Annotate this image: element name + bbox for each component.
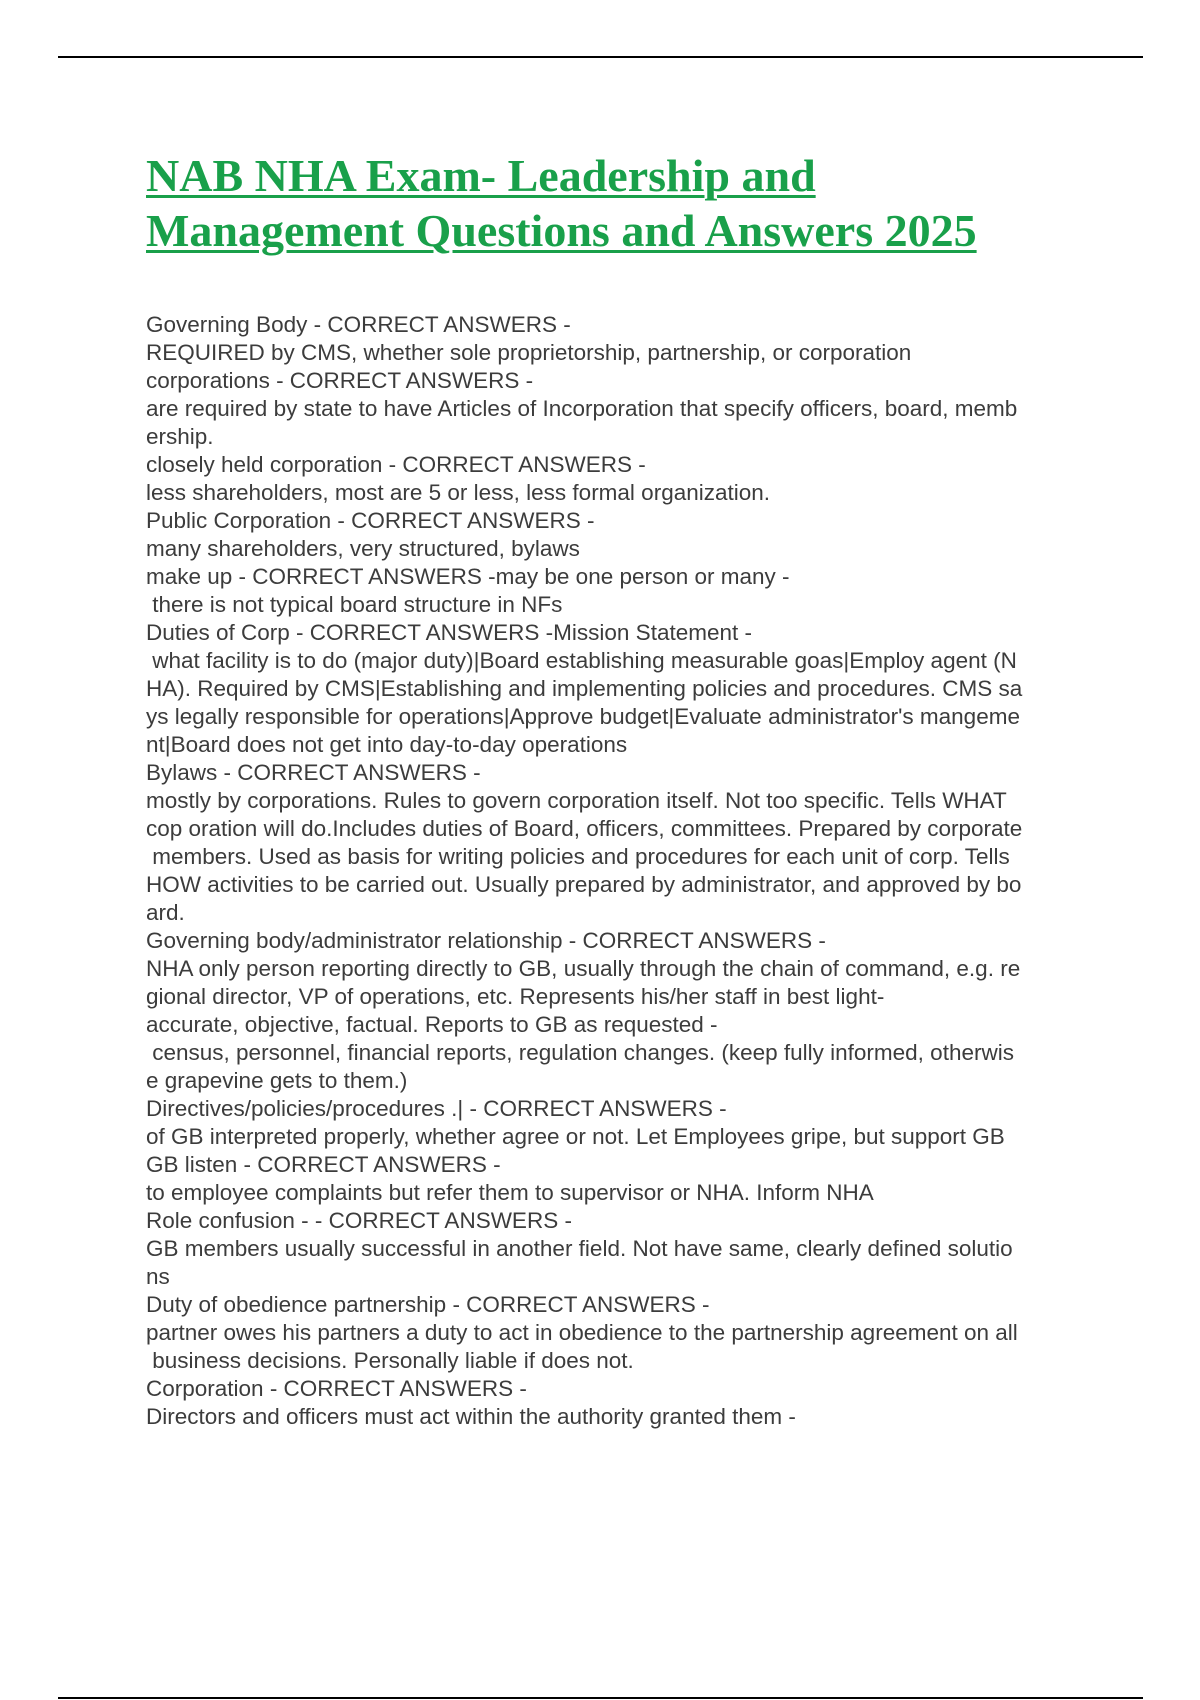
document-title-line-1: NAB NHA Exam- Leadership and bbox=[146, 150, 816, 201]
body-line: there is not typical board structure in NFs bbox=[146, 592, 563, 617]
body-line: Governing body/administrator relationship - CORRECT ANSWERS - bbox=[146, 928, 826, 953]
body-line: many shareholders, very structured, bylaws bbox=[146, 536, 580, 561]
body-line: are required by state to have Articles of Incorporation that specify officers, board, memb bbox=[146, 396, 1018, 421]
body-line: accurate, objective, factual. Reports to GB as requested - bbox=[146, 1012, 718, 1037]
body-line: make up - CORRECT ANSWERS -may be one person or many - bbox=[146, 564, 790, 589]
body-line: NHA only person reporting directly to GB, usually through the chain of command, e.g. re bbox=[146, 956, 1021, 981]
body-line: what facility is to do (major duty)|Board establishing measurable goas|Employ agent (N bbox=[146, 648, 1017, 673]
body-line: e grapevine gets to them.) bbox=[146, 1068, 408, 1093]
body-line: census, personnel, financial reports, regulation changes. (keep fully informed, otherwis bbox=[146, 1040, 1014, 1065]
body-line: ys legally responsible for operations|Approve budget|Evaluate administrator's mangeme bbox=[146, 704, 1020, 729]
body-line: Duties of Corp - CORRECT ANSWERS -Mission Statement - bbox=[146, 620, 752, 645]
body-line: Directors and officers must act within the authority granted them - bbox=[146, 1404, 796, 1429]
body-line: nt|Board does not get into day-to-day operations bbox=[146, 732, 628, 757]
body-line: Role confusion - - CORRECT ANSWERS - bbox=[146, 1208, 572, 1233]
document-body bbox=[146, 311, 1146, 1431]
body-line: business decisions. Personally liable if does not. bbox=[146, 1348, 634, 1373]
body-line: HOW activities to be carried out. Usually prepared by administrator, and approved by bo bbox=[146, 872, 1022, 897]
body-line: Corporation - CORRECT ANSWERS - bbox=[146, 1376, 527, 1401]
body-line: gional director, VP of operations, etc. Represents his/her staff in best light- bbox=[146, 984, 885, 1009]
body-line: cop oration will do.Includes duties of Board, officers, committees. Prepared by corporate bbox=[146, 816, 1023, 841]
body-line: of GB interpreted properly, whether agree or not. Let Employees gripe, but support GB bbox=[146, 1124, 1005, 1149]
body-line: Public Corporation - CORRECT ANSWERS - bbox=[146, 508, 595, 533]
body-line: REQUIRED by CMS, whether sole proprietorship, partnership, or corporation bbox=[146, 340, 912, 365]
body-line: GB members usually successful in another field. Not have same, clearly defined solutio bbox=[146, 1236, 1013, 1261]
body-line: partner owes his partners a duty to act in obedience to the partnership agreement on all bbox=[146, 1320, 1018, 1345]
body-line: closely held corporation - CORRECT ANSWERS - bbox=[146, 452, 646, 477]
body-line: Bylaws - CORRECT ANSWERS - bbox=[146, 760, 481, 785]
body-line: ership. bbox=[146, 424, 214, 449]
body-line: members. Used as basis for writing policies and procedures for each unit of corp. Tells bbox=[146, 844, 1010, 869]
bottom-rule bbox=[58, 1697, 1143, 1699]
body-line: Governing Body - CORRECT ANSWERS - bbox=[146, 312, 571, 337]
top-rule bbox=[58, 56, 1143, 58]
body-line: less shareholders, most are 5 or less, less formal organization. bbox=[146, 480, 771, 505]
document-title bbox=[146, 148, 1106, 258]
body-line: corporations - CORRECT ANSWERS - bbox=[146, 368, 534, 393]
body-line: ns bbox=[146, 1264, 170, 1289]
body-line: Directives/policies/procedures .| - CORRECT ANSWERS - bbox=[146, 1096, 727, 1121]
body-line: HA). Required by CMS|Establishing and implementing policies and procedures. CMS sa bbox=[146, 676, 1023, 701]
body-line: ard. bbox=[146, 900, 185, 925]
document-title-line-2: Management Questions and Answers 2025 bbox=[146, 205, 977, 256]
body-line: GB listen - CORRECT ANSWERS - bbox=[146, 1152, 501, 1177]
body-line: mostly by corporations. Rules to govern corporation itself. Not too specific. Tells WHAT bbox=[146, 788, 1007, 813]
body-line: Duty of obedience partnership - CORRECT ANSWERS - bbox=[146, 1292, 710, 1317]
body-line: to employee complaints but refer them to supervisor or NHA. Inform NHA bbox=[146, 1180, 874, 1205]
